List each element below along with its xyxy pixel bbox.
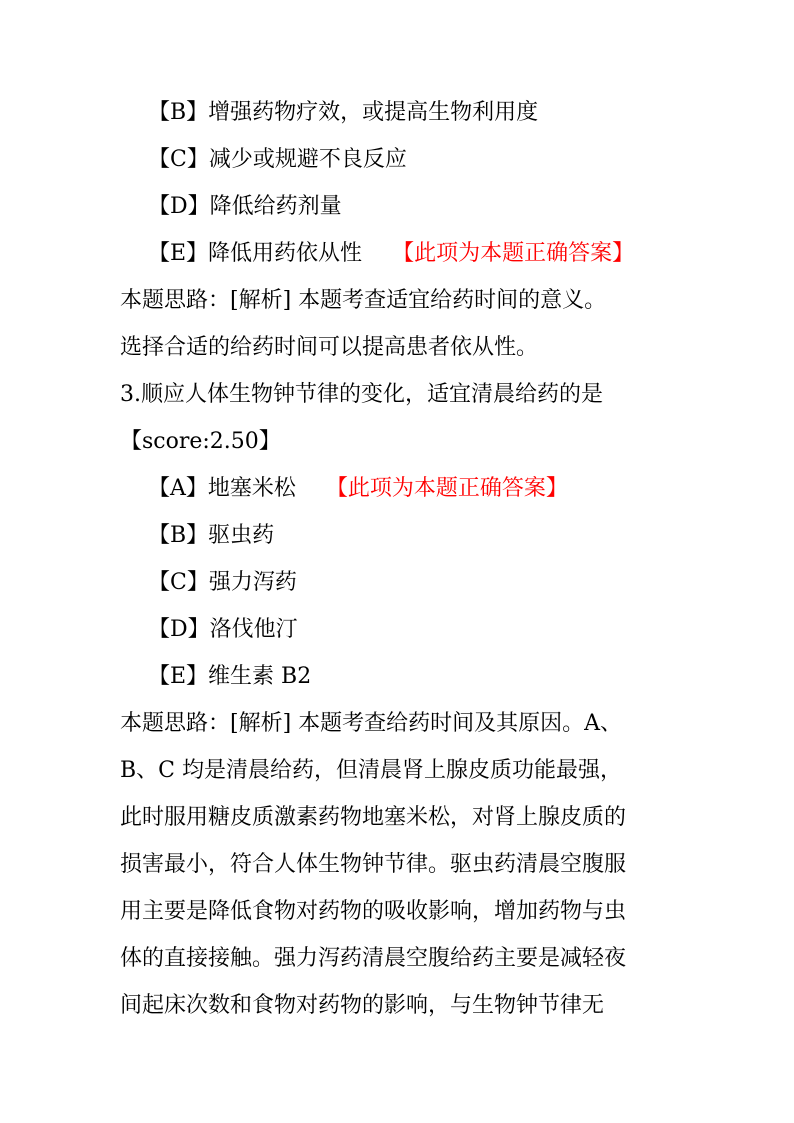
option-b bbox=[0, 98, 794, 128]
option-label: 【D】洛伐他汀 bbox=[148, 617, 298, 642]
explanation-line: 本题思路：[解析] 本题考查适宜给药时间的意义。 bbox=[120, 288, 607, 313]
explanation-line: 本题思路：[解析] 本题考查给药时间及其原因。A、 bbox=[120, 711, 623, 736]
correct-answer-tag: 【此项为本题正确答案】 bbox=[325, 476, 568, 501]
option-c bbox=[0, 568, 794, 598]
option-e bbox=[0, 662, 794, 692]
explanation-line: B、C 均是清晨给药，但清晨肾上腺皮质功能最强， bbox=[120, 758, 622, 783]
explanation-line: 体的直接接触。强力泻药清晨空腹给药主要是减轻夜 bbox=[120, 946, 627, 971]
option-d bbox=[0, 192, 794, 222]
option-label: 【E】维生素 B2 bbox=[148, 664, 312, 689]
option-e bbox=[0, 239, 794, 269]
option-b bbox=[0, 521, 794, 551]
score-label: 【score:2.50】 bbox=[120, 429, 281, 454]
option-label: 【C】强力泻药 bbox=[148, 570, 297, 595]
explanation-line: 损害最小，符合人体生物钟节律。驱虫药清晨空腹服 bbox=[120, 852, 627, 877]
option-label: 【B】驱虫药 bbox=[148, 523, 275, 548]
option-label: 【B】增强药物疗效，或提高生物利用度 bbox=[148, 100, 539, 125]
option-label: 【C】减少或规避不良反应 bbox=[148, 147, 407, 172]
option-label: 【D】降低给药剂量 bbox=[148, 194, 342, 219]
option-c bbox=[0, 145, 794, 175]
option-d bbox=[0, 615, 794, 645]
explanation-line: 此时服用糖皮质激素药物地塞米松，对肾上腺皮质的 bbox=[120, 805, 627, 830]
explanation-line: 用主要是降低食物对药物的吸收影响，增加药物与虫 bbox=[120, 899, 627, 924]
option-label: 【E】降低用药依从性 bbox=[148, 241, 363, 266]
correct-answer-tag: 【此项为本题正确答案】 bbox=[392, 241, 635, 266]
option-a bbox=[0, 474, 794, 504]
option-label: 【A】地塞米松 bbox=[148, 476, 296, 501]
question-text: 3.顺应人体生物钟节律的变化，适宜清晨给药的是 bbox=[120, 382, 603, 407]
explanation-line: 选择合适的给药时间可以提高患者依从性。 bbox=[120, 335, 539, 360]
explanation-line: 间起床次数和食物对药物的影响，与生物钟节律无 bbox=[120, 993, 605, 1018]
